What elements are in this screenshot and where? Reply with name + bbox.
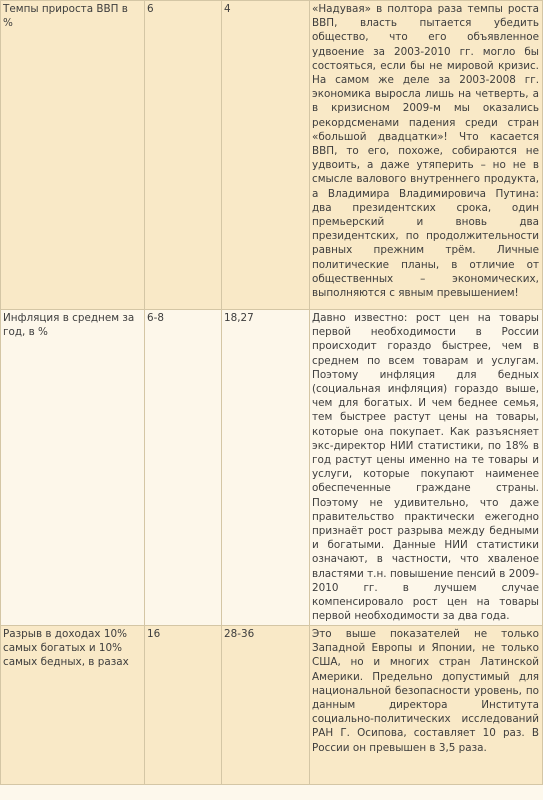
indicator-cell: Инфляция в среднем за год, в %: [1, 310, 145, 626]
value-a-cell: 6-8: [145, 310, 222, 626]
value-a-cell: 6: [145, 1, 222, 310]
value-b-cell: 28-36: [222, 626, 310, 785]
comment-cell: Это выше показателей не только Западной Европы и Японии, не только США, но и многих стран Латинской Америки. Предельно допустимый для национальной безопасности уровень, по данным директора Института социально-политических исследований РАН Г. Осипова, составляет 10 раз. В России он превышен в 3,5 раза.: [310, 626, 543, 785]
comment-cell: «Надувая» в полтора раза темпы роста ВВП, власть пытается убедить общество, что его объявленное удвоение за 2003-2010 гг. могло бы состояться, если бы не мировой кризис. На самом же деле за 2003-2008 гг. экономика выросла лишь на четверть, а в кризисном 2009-м мы оказались рекордсменами падения среди стран «большой двадцатки»! Что касается ВВП, то его, похоже, собираются не удвоить, а даже утяперить – но не в смысле валового внутреннего продукта, а Владимира Владимировича Путина: два президентских срока, один премьерский и вновь два президентских, по продолжительности равных прежним трём. Личные политические планы, в отличие от общественных – экономических, выполняются с явным превышением!: [310, 1, 543, 310]
table-row: [1, 310, 543, 626]
value-b-cell: 18,27: [222, 310, 310, 626]
value-b-cell: 4: [222, 1, 310, 310]
indicator-cell: Разрыв в доходах 10% самых богатых и 10% самых бедных, в разах: [1, 626, 145, 785]
value-a-cell: 16: [145, 626, 222, 785]
indicator-cell: Темпы прироста ВВП в %: [1, 1, 145, 310]
comment-cell: Давно известно: рост цен на товары первой необходимости в России происходит гораздо быстрее, чем в среднем по всем товарам и услугам. Поэтому инфляция для бедных (социальная инфляция) гораздо выше, чем для богатых. И чем беднее семья, тем быстрее растут цены на товары, которые она покупает. Как разъясняет экс-директор НИИ статистики, по 18% в год растут цены именно на те товары и услуги, которые покупают наименее обеспеченные граждане страны. Поэтому не удивительно, что даже правительство практически ежегодно признаёт рост разрыва между бедными и богатыми. Данные НИИ статистики означают, в частности, что хваленое властями т.н. повышение пенсий в 2009-2010 гг. в лучшем случае компенсировало рост цен на товары первой необходимости за два года.: [310, 310, 543, 626]
table-row: [1, 626, 543, 785]
table-row: [1, 1, 543, 310]
